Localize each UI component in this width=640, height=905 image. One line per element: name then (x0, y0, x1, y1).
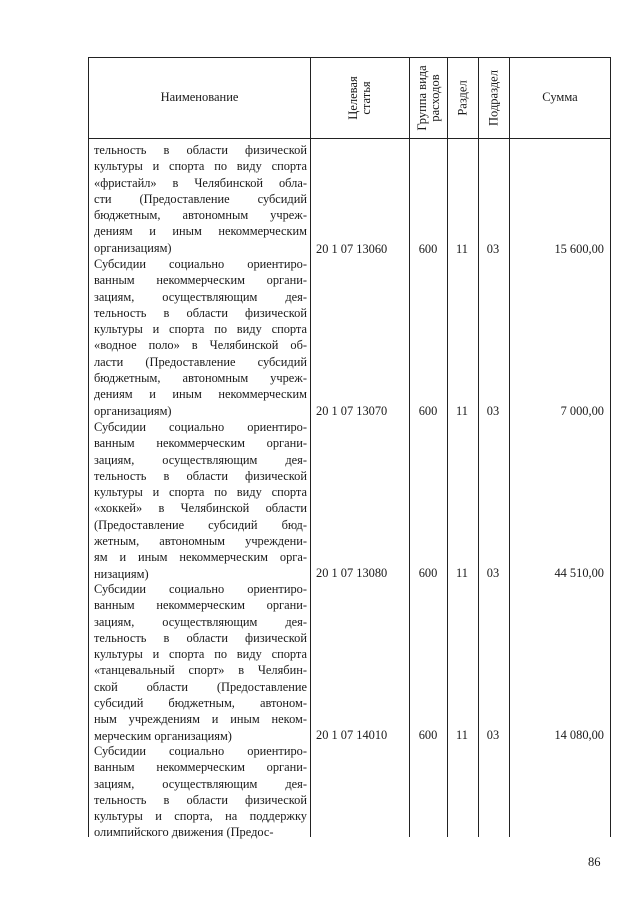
header-name-cell (88, 57, 310, 139)
sum-value: 7 000,00 (560, 404, 604, 418)
header-subsection: Подраздел (486, 70, 501, 126)
description-line: культуры и спорта, на поддержку (94, 809, 307, 824)
description-line: бюджетным, автономным учреж- (94, 208, 307, 223)
expense-group: 600 (418, 404, 438, 418)
section-code: 11 (456, 404, 468, 418)
description-line: дениям и иным некоммерческим (94, 224, 307, 239)
column-divider (88, 139, 89, 837)
description-line: ям и иным некоммерческим орга- (94, 550, 307, 565)
description-line: зациям, осуществляющим дея- (94, 289, 307, 304)
header-target-cell (310, 57, 409, 139)
description-line: тельность в области физической (94, 143, 307, 157)
description-line: дениям и иным некоммерческим (94, 387, 307, 402)
header-group-line1: Группа вида (414, 65, 429, 131)
header-target-line2: статья (359, 81, 373, 115)
target-article: 20 1 07 13060 (316, 242, 388, 256)
description-line: культуры и спорта по виду спорта (94, 485, 307, 500)
page-number: 86 (588, 855, 601, 869)
description-line: Субсидии социально ориентиро- (94, 257, 307, 271)
description-line: организациям) (94, 240, 172, 255)
description-line: ванным некоммерческим органи- (94, 598, 307, 613)
section-code: 11 (456, 728, 468, 742)
expense-group: 600 (418, 242, 438, 256)
header-sum: Сумма (542, 90, 578, 105)
description-line: культуры и спорта по виду спорта (94, 159, 307, 174)
sum-value: 15 600,00 (554, 242, 604, 256)
description-line: бюджетным, автономным учреж- (94, 371, 307, 386)
description-line: организациям) (94, 403, 172, 418)
header-name: Наименование (160, 90, 239, 105)
expense-group: 600 (418, 566, 438, 580)
description-line: тельность в области физической (94, 630, 307, 645)
target-article: 20 1 07 13080 (316, 566, 388, 580)
description-line: ванным некоммерческим органи- (94, 760, 307, 775)
description-line: субсидий бюджетным, автоном- (94, 696, 307, 711)
description-line: Субсидии социально ориентиро- (94, 420, 307, 434)
description-line: «водное поло» в Челябинской об- (94, 338, 307, 353)
description-line: ванным некоммерческим органи- (94, 273, 307, 288)
description-line: низациям) (94, 566, 149, 581)
subsection-code: 03 (486, 242, 500, 256)
description-line: олимпийского движения (Предос- (94, 825, 274, 840)
description-line: зациям, осуществляющим дея- (94, 614, 307, 629)
header-sum-cell (509, 57, 611, 139)
target-article: 20 1 07 13070 (316, 404, 388, 418)
section-code: 11 (456, 566, 468, 580)
description-line: ным учреждениям и иным неком- (94, 712, 307, 727)
header-target (347, 76, 373, 119)
subsection-code: 03 (486, 404, 500, 418)
section-code: 11 (456, 242, 468, 256)
description-line: ской области (Предоставление (94, 679, 307, 694)
column-divider (610, 139, 611, 837)
header-section: Раздел (455, 80, 470, 116)
sum-value: 14 080,00 (554, 728, 604, 742)
description-line: «фристайл» в Челябинской обла- (94, 175, 307, 190)
description-line: тельность в области физической (94, 305, 307, 320)
row-description (94, 581, 307, 744)
description-line: ласти (Предоставление субсидий (94, 354, 307, 369)
description-line: (Предоставление субсидий бюд- (94, 517, 307, 532)
description-line: Субсидии социально ориентиро- (94, 582, 307, 596)
row-description (94, 256, 307, 419)
row-description (94, 419, 307, 582)
description-line: культуры и спорта по виду спорта (94, 647, 307, 662)
description-line: сти (Предоставление субсидий (94, 191, 307, 206)
description-line: жетным, автономным учреждени- (94, 534, 307, 549)
column-divider (310, 139, 311, 837)
target-article: 20 1 07 14010 (316, 728, 388, 742)
description-line: культуры и спорта по виду спорта (94, 322, 307, 337)
subsection-code: 03 (486, 566, 500, 580)
row-description (94, 743, 307, 841)
subsection-code: 03 (486, 728, 500, 742)
description-line: тельность в области физической (94, 792, 307, 807)
header-target-line1: Целевая (345, 76, 360, 120)
header-section-cell (447, 57, 478, 139)
description-line: «хоккей» в Челябинской области (94, 501, 307, 516)
description-line: мерческим организациям) (94, 728, 232, 743)
description-line: зациям, осуществляющим дея- (94, 452, 307, 467)
header-group-line2: расходов (427, 74, 442, 122)
description-line: зациям, осуществляющим дея- (94, 776, 307, 791)
description-line: ванным некоммерческим органи- (94, 436, 307, 451)
row-description (94, 142, 307, 256)
header-group (415, 65, 441, 130)
description-line: «танцевальный спорт» в Челябин- (94, 663, 307, 678)
expense-group: 600 (418, 728, 438, 742)
description-line: Субсидии социально ориентиро- (94, 744, 307, 758)
description-line: тельность в области физической (94, 468, 307, 483)
header-subsection-cell (478, 57, 509, 139)
sum-value: 44 510,00 (554, 566, 604, 580)
header-group-cell (409, 57, 447, 139)
